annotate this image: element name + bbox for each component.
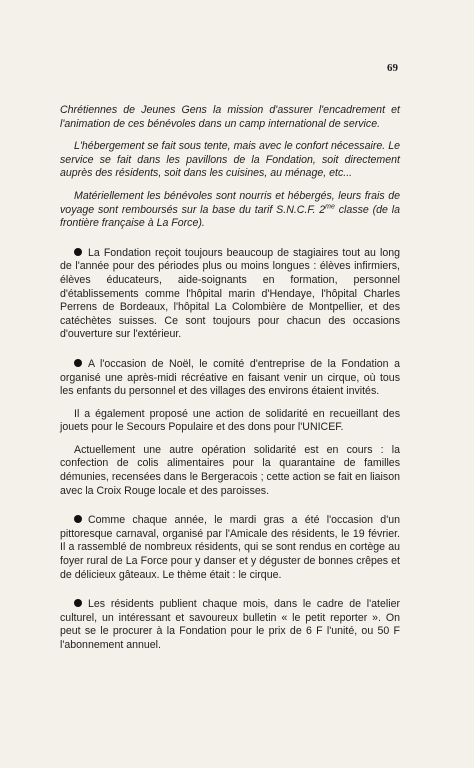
bullet-icon (74, 515, 82, 523)
paragraph-4 (60, 247, 400, 342)
superscript: me (325, 203, 335, 211)
paragraph-3-text: Matériellement les bénévoles sont nourris et hébergés, leurs frais de voyage sont remboursés sur la base du tarif S.N.C.F. 2 (60, 189, 400, 216)
page-number: 69 (387, 62, 398, 74)
paragraph-3-tail: classe (de la frontière française à La Force). (60, 203, 401, 230)
body-text (60, 104, 400, 662)
paragraph-2: L'hébergement se fait sous tente, mais avec le confort nécessaire. Le service se fait dans les pavillons de la Fondation, soit directement auprès des résidents, soit dans les cuisines, au ménage, etc... (60, 140, 400, 180)
bullet-icon (74, 248, 82, 256)
paragraph-9 (60, 598, 400, 652)
paragraph-8-text: Comme chaque année, le mardi gras a été l'occasion d'un pittoresque carnaval, organisé par l'Amicale des résidents, le 19 février. Il a rassemblé de nombreux résidents, qui se sont rendus en cortège au foyer rural de La Force pour y danser et y déguster de bonnes crêpes et de délicieux gâteaux. Le thème était : le cirque. (60, 514, 400, 581)
paragraph-4-text: La Fondation reçoit toujours beaucoup de stagiaires tout au long de l'année pour des périodes plus ou moins longues : élèves infirmiers, élèves éducateurs, aide-soignants en formation, personnel d'établissements comme l'hôpital marin d'Hendaye, l'hôpital Charles Perrens de Bordeaux, l'hôpital La Colombière de Montpellier, et des catéchètes suisses. Ce sont toujours pour chacun des occasions d'ouverture sur l'extérieur. (60, 246, 400, 341)
paragraph-7: Actuellement une autre opération solidarité est en cours : la confection de colis alimentaires pour la quarantaine de familles démunies, recensées dans le Bergeracois ; cette action se fait en liaison avec la Croix Rouge locale et des paroisses. (60, 443, 400, 497)
paragraph-5 (60, 358, 400, 399)
bullet-icon (74, 599, 82, 607)
paragraph-5-text: A l'occasion de Noël, le comité d'entreprise de la Fondation a organisé une après-midi récréative en faisant venir un cirque, où tous les enfants du personnel et des villages des environs étaient invités. (60, 357, 400, 398)
paragraph-1: Chrétiennes de Jeunes Gens la mission d'assurer l'encadrement et l'animation de ces bénévoles dans un camp international de service. (60, 104, 400, 130)
paragraph-3 (60, 190, 400, 231)
paragraph-6: Il a également proposé une action de solidarité en recueillant des jouets pour le Secours Populaire et des dons pour l'UNICEF. (60, 407, 400, 434)
bullet-icon (74, 359, 82, 367)
paragraph-8 (60, 514, 400, 582)
paragraph-9-text: Les résidents publient chaque mois, dans le cadre de l'atelier culturel, un intéressant et savoureux bulletin « le petit reporter ». On peut se le procurer à la Fondation pour le prix de 6 F l'unité, ou 50 F l'abonnement annuel. (60, 598, 400, 651)
